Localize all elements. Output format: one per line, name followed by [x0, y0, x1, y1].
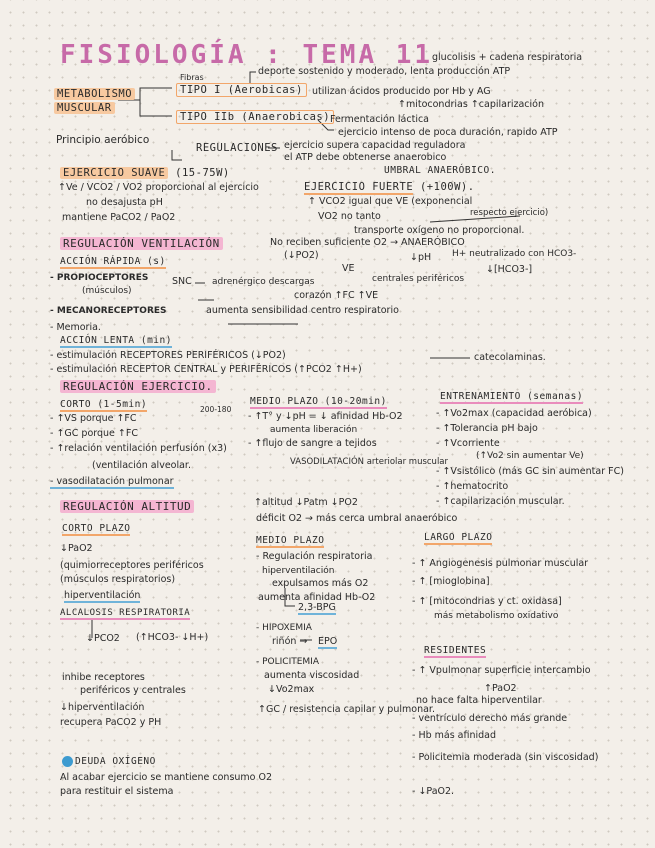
alt-c11: recupera PaCO2 y PH: [60, 717, 162, 728]
ej-e6: - ↑capilarización muscular.: [436, 496, 565, 507]
estimulacion-perifericos: - estimulación RECEPTORES PERIFÉRICOS (↓PO2): [50, 350, 286, 361]
ej-c1b: 200-180: [200, 405, 232, 414]
alt-c5: ALCALOSIS RESPIRATORIA: [60, 608, 191, 618]
fuerte-line1: ↑ VCO2 igual que VE (exponencial: [308, 196, 473, 207]
fuerte-line1b: respecto ejercicio): [470, 208, 549, 218]
fuerte-line5: (↓PO2): [284, 250, 319, 261]
alt-c2: (quimiorreceptores periféricos: [60, 560, 204, 571]
alt-m11: ↓Vo2max: [268, 684, 315, 695]
ej-e1: - ↑Vo2max (capacidad aeróbica): [436, 408, 592, 419]
glucolisis-note: glucolisis + cadena respiratoria: [432, 52, 583, 63]
suave-line3: mantiene PaCO2 / PaO2: [62, 212, 176, 223]
catecolaminas: catecolaminas.: [474, 352, 546, 363]
tipo1-desc: utilizan ácidos producido por Hb y AG: [312, 86, 491, 97]
alt-r6: - Policitemia moderada (sin viscosidad): [412, 752, 599, 763]
accion-lenta: ACCIÓN LENTA (min): [60, 335, 172, 346]
alt-c6: ↓PCO2: [86, 633, 120, 644]
tipo1-box: TIPO I (Aerobicas): [176, 83, 307, 97]
altitud-title: REGULACIÓN ALTITUD: [60, 500, 194, 513]
suave-title: EJERCICIO SUAVE: [60, 167, 168, 179]
ej-m2: aumenta liberación: [270, 425, 358, 435]
principio-aerobico: Principio aeróbico: [56, 134, 150, 146]
snc-label: SNC: [172, 276, 192, 287]
alt-corto: CORTO PLAZO: [62, 523, 131, 534]
corazon-label: corazón ↑FC ↑VE: [294, 290, 379, 301]
ej-c1: - ↑VS porque ↑FC: [50, 413, 137, 424]
metabolismo-label: METABOLISMO: [54, 88, 135, 100]
altitud-desc1: ↑altitud ↓Patm ↓PO2: [254, 497, 358, 508]
alt-largo: LARGO PLAZO: [424, 532, 493, 543]
ejercicio-title: REGULACIÓN EJERCICIO.: [60, 380, 216, 393]
deporte-note: deporte sostenido y moderado, lenta producción ATP: [258, 66, 511, 77]
alt-l4: más metabolismo oxidativo: [434, 611, 559, 621]
adrenergico-label: adrenérgico descargas: [212, 277, 315, 287]
alt-l3: - ↑ [mitocondrias y ct. oxidasa]: [412, 596, 562, 607]
ej-m3: - ↑flujo de sangre a tejidos: [248, 438, 377, 449]
alt-c8: inhibe receptores: [62, 672, 145, 683]
ej-e5: - ↑hematocrito: [436, 481, 509, 492]
ej-c5: - vasodilatación pulmonar: [50, 476, 174, 487]
fuerte-line2: VO2 no tanto: [318, 211, 381, 222]
page-title: FISIOLOGÍA : TEMA 11: [60, 40, 434, 70]
alt-r5: - Hb más afinidad: [412, 730, 497, 741]
fibras-label: Fibras: [180, 73, 204, 82]
alt-m9: - POLICITEMIA: [256, 657, 319, 667]
alt-r7: - ↓PaO2.: [412, 786, 455, 797]
alt-m5: 2,3-BPG: [298, 602, 336, 613]
fuerte-line6: ↓pH: [410, 252, 432, 263]
alt-m3: expulsamos más O2: [272, 578, 369, 589]
muscular-label: MUSCULAR: [54, 102, 115, 114]
altitud-desc2: déficit O2 → más cerca umbral anaeróbico: [256, 513, 458, 524]
propioceptores: - PROPIOCEPTORES: [50, 273, 149, 283]
fuerte-ve: VE: [342, 263, 355, 274]
deuda-line1: Al acabar ejercicio se mantiene consumo O2: [60, 772, 273, 783]
regulaciones-desc1: ejercicio supera capacidad reguladora: [284, 140, 466, 151]
alt-m6: - HIPOXEMIA: [256, 623, 312, 633]
fuerte-line4: No reciben suficiente O2 → ANAERÓBICO: [270, 237, 465, 248]
accion-rapida: ACCIÓN RÁPIDA (s): [60, 256, 166, 267]
alt-c4: hiperventilación: [64, 590, 141, 601]
ej-e4: - ↑Vsistólico (más GC sin aumentar FC): [436, 466, 624, 477]
mecanoreceptores: - MECANORECEPTORES: [50, 306, 167, 316]
alt-r4: - ventrículo derecho más grande: [412, 713, 568, 724]
alt-r3: no hace falta hiperventilar: [416, 695, 542, 706]
alt-l2: - ↑ [mioglobina]: [412, 576, 490, 587]
ej-e3b: (↑Vo2 sin aumentar Ve): [476, 451, 584, 461]
alt-r2: ↑PaO2: [484, 683, 517, 694]
ej-c4: (ventilación alveolar.: [92, 460, 191, 471]
ej-e2: - ↑Tolerancia pH bajo: [436, 423, 538, 434]
alt-c3: (músculos respiratorios): [60, 574, 176, 585]
suave-line1: ↑Ve / VCO2 / VO2 proporcional al ejercicio: [58, 182, 259, 193]
regulaciones-desc2: el ATP debe obtenerse anaerobico: [284, 152, 447, 163]
ventilacion-title: REGULACIÓN VENTILACIÓN: [60, 237, 223, 250]
alt-m8: EPO: [318, 636, 338, 647]
ej-corto: CORTO (1-5min): [60, 399, 148, 410]
alt-l1: - ↑ Angiogenesis pulmonar muscular: [412, 558, 589, 569]
ej-e3: - ↑Vcorriente: [436, 438, 500, 449]
alt-residentes: RESIDENTES: [424, 645, 487, 656]
alt-c10: ↓hiperventilación: [60, 702, 145, 713]
tipo2-sub: ejercicio intenso de poca duración, rapido ATP: [338, 127, 558, 138]
musculos-label: (músculos): [82, 286, 132, 296]
fuerte-line10: ↓[HCO3-]: [486, 264, 533, 275]
fuerte-kw: (+100W).: [419, 181, 475, 193]
alt-c9: periféricos y centrales: [80, 685, 186, 696]
tipo2-box: TIPO IIb (Anaerobicas): [176, 110, 334, 124]
aumenta-sensibilidad: aumenta sensibilidad centro respiratorio: [206, 305, 399, 316]
alt-m7: riñón →: [272, 636, 308, 647]
deuda-title: DEUDA OXÍGENO: [75, 756, 156, 767]
ej-c3: - ↑relación ventilación perfusión (x3): [50, 443, 227, 454]
alt-m12: ↑GC / resistencia capilar y pulmonar.: [258, 704, 435, 715]
fuerte-line3: transporte oxígeno no proporcional.: [354, 225, 525, 236]
alt-m1: - Regulación respiratoria: [256, 551, 373, 562]
alt-r1: - ↑ Vpulmonar superficie intercambio: [412, 665, 591, 676]
ej-entren: ENTRENAMIENTO (semanas): [440, 391, 584, 402]
alt-m10: aumenta viscosidad: [264, 670, 360, 681]
alt-m4: aumenta afinidad Hb-O2: [258, 592, 376, 603]
suave-kw: (15-75W): [175, 167, 230, 179]
tipo2-desc: Fermentación láctica: [330, 114, 430, 125]
ej-c2: - ↑GC porque ↑FC: [50, 428, 138, 439]
umbral-anaerobico: UMBRAL ANAERÓBICO.: [384, 165, 496, 176]
memoria-label: - Memoria.: [50, 322, 101, 333]
alt-medio: MEDIO PLAZO: [256, 535, 325, 546]
fuerte-title: EJERCICIO FUERTE: [304, 181, 414, 193]
tipo1-sub: ↑mitocondrias ↑capilarización: [398, 99, 544, 110]
alt-c1: ↓PaO2: [60, 543, 93, 554]
suave-line2: no desajusta pH: [86, 197, 163, 208]
alt-m2: hiperventilación: [262, 566, 335, 576]
alt-c7: (↑HCO3- ↓H+): [136, 632, 209, 643]
bullet-dot-icon: [62, 756, 73, 767]
fuerte-line9: centrales periféricos: [372, 274, 465, 284]
fuerte-line7: H+ neutralizado con HCO3-: [452, 249, 577, 259]
deuda-line2: para restituir el sistema: [60, 786, 174, 797]
ej-medio: MEDIO PLAZO (10-20min): [250, 396, 387, 407]
regulaciones-label: REGULACIONES: [196, 142, 278, 154]
estimulacion-central: - estimulación RECEPTOR CENTRAL y PERIFÉRICOS (↑PCO2 ↑H+): [50, 364, 362, 375]
ej-m1: - ↑T° y ↓pH = ↓ afinidad Hb-O2: [248, 411, 403, 422]
ej-m4: VASODILATACIÓN arteriolar muscular: [290, 457, 449, 467]
